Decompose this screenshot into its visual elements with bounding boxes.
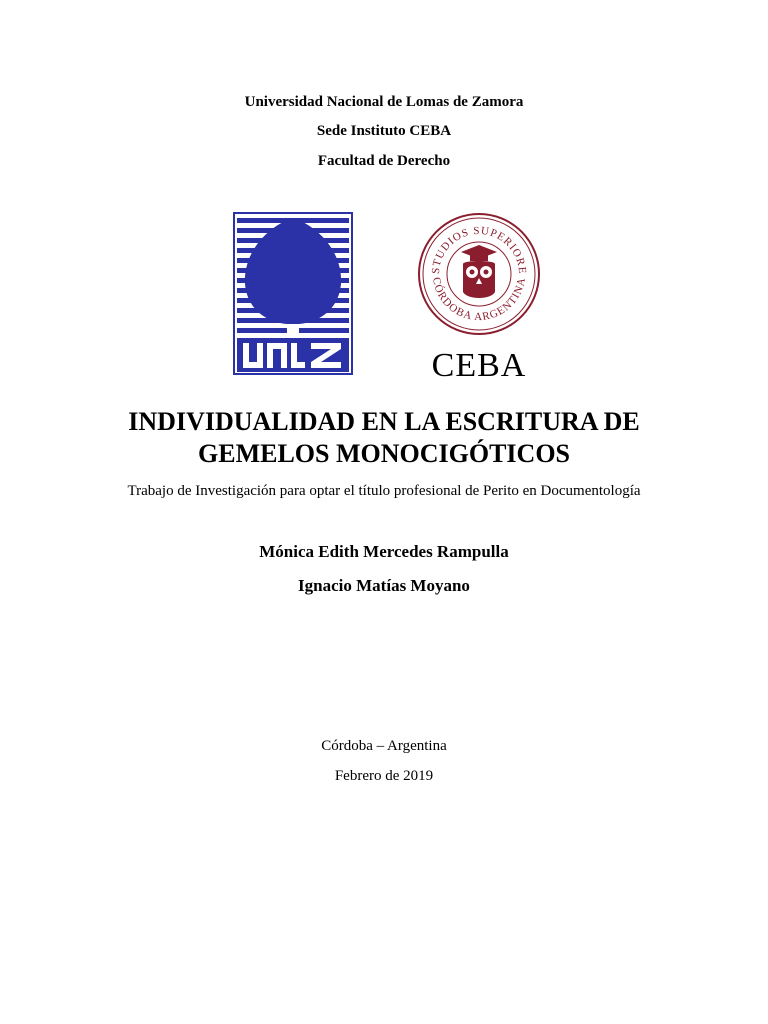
place: Córdoba – Argentina <box>321 738 447 754</box>
ceba-seal-logo <box>417 212 541 336</box>
ceba-wordmark: CEBA <box>431 347 527 384</box>
document-subtitle: Trabajo de Investigación para optar el título profesional de Perito en Documentología <box>127 483 641 499</box>
date: Febrero de 2019 <box>334 768 434 784</box>
campus-name: Sede Instituto CEBA <box>316 123 452 139</box>
author-2: Ignacio Matías Moyano <box>298 576 470 595</box>
unlz-logo <box>233 212 353 375</box>
faculty-name: Facultad de Derecho <box>317 153 451 169</box>
author-1: Mónica Edith Mercedes Rampulla <box>259 542 509 561</box>
document-title-line-2: GEMELOS MONOCIGÓTICOS <box>198 439 570 468</box>
university-name: Universidad Nacional de Lomas de Zamora <box>244 94 524 110</box>
document-title-line-1: INDIVIDUALIDAD EN LA ESCRITURA DE <box>128 407 640 436</box>
svg-text:ESTUDIOS SUPERIORES: STUDIOS SUPERIORE <box>429 224 529 275</box>
svg-text:CÓRDOBA ARGENTINA: CÓRDOBA ARGENTINA <box>430 276 529 324</box>
